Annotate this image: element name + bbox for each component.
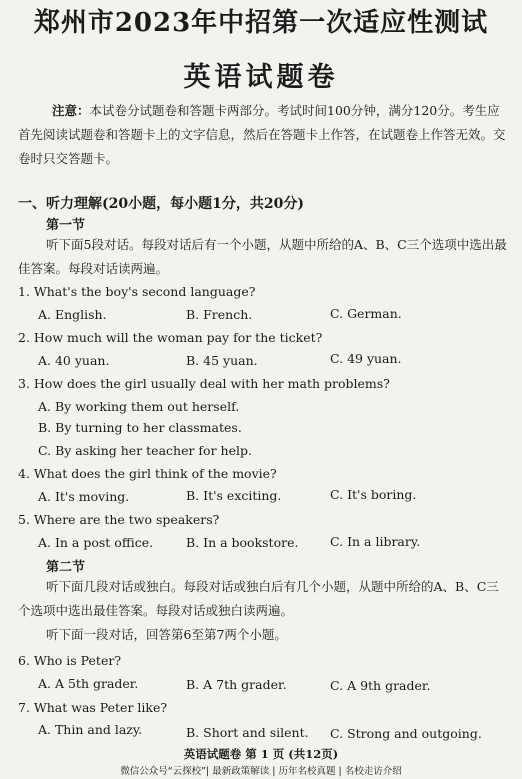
question-stem: 5. Where are the two speakers? bbox=[18, 512, 220, 527]
question-option: A. In a post office. bbox=[38, 535, 154, 550]
question-option: B. Short and silent. bbox=[186, 725, 309, 740]
question-stem: 7. What was Peter like? bbox=[18, 700, 168, 715]
question-option: A. 40 yuan. bbox=[38, 353, 110, 368]
part1-instruction-text: 听下面5段对话。每段对话后有一个小题，从题中所给的A、B、C三个选项中选出最佳答案。每段对话读两遍。 bbox=[18, 237, 507, 276]
question-option: A. English. bbox=[38, 307, 107, 322]
section-heading-listening: 一、听力理解(20小题，每小题1分，共20分) bbox=[18, 196, 304, 212]
question-option: B. In a bookstore. bbox=[186, 535, 299, 550]
question-option: B. French. bbox=[186, 307, 253, 322]
part2-instruction-text: 听下面几段对话或独白。每段对话或独白后有几个小题，从题中所给的A、B、C三个选项中选出最佳答案。每段对话或独白读两遍。 bbox=[18, 579, 499, 618]
page-footer: 英语试题卷 第 1 页 (共12页) bbox=[183, 747, 339, 761]
question-stem: 2. How much will the woman pay for the ticket? bbox=[18, 330, 323, 345]
question-option: A. A 5th grader. bbox=[38, 676, 139, 691]
question-stem: 3. How does the girl usually deal with her math problems? bbox=[18, 376, 390, 391]
question-option: B. It's exciting. bbox=[186, 488, 282, 503]
part2-label: 第二节 bbox=[46, 560, 86, 575]
question-option: A. By working them out herself. bbox=[38, 399, 240, 414]
question-option: C. By asking her teacher for help. bbox=[38, 443, 252, 458]
notice-text: 本试卷分试题卷和答题卡两部分。考试时间100分钟，满分120分。考生应首先阅读试题卷和答题卡上的文字信息，然后在答题卡上作答，在试题卷上作答无效。交卷时只交答题卡。 bbox=[18, 103, 506, 166]
part2-sub-instruction bbox=[18, 623, 508, 647]
part2-instruction bbox=[18, 575, 508, 623]
question-option: C. 49 yuan. bbox=[330, 351, 402, 366]
question-stem: 1. What's the boy's second language? bbox=[18, 284, 256, 299]
question-option: B. By turning to her classmates. bbox=[38, 420, 242, 435]
exam-title: 郑州市2023年中招第一次适应性测试 bbox=[33, 8, 489, 38]
part2-sub-instruction-text: 听下面一段对话，回答第6至第7两个小题。 bbox=[46, 627, 287, 642]
question-option: C. A 9th grader. bbox=[330, 678, 431, 693]
question-option: A. It's moving. bbox=[38, 489, 130, 504]
question-stem: 6. Who is Peter? bbox=[18, 653, 122, 668]
question-option: C. It's boring. bbox=[330, 487, 417, 502]
question-option: C. German. bbox=[330, 306, 402, 321]
question-option: A. Thin and lazy. bbox=[38, 722, 143, 737]
question-option: B. 45 yuan. bbox=[186, 353, 258, 368]
notice-label: 注意： bbox=[52, 103, 90, 118]
wechat-promo-line: 微信公众号“云探校”| 最新政策解读 | 历年名校真题 | 名校走访介绍 bbox=[120, 766, 402, 777]
exam-subtitle: 英语试题卷 bbox=[183, 62, 339, 93]
question-option: C. Strong and outgoing. bbox=[330, 726, 482, 741]
question-option: C. In a library. bbox=[330, 534, 421, 549]
question-stem: 4. What does the girl think of the movie? bbox=[18, 466, 277, 481]
part1-instruction bbox=[18, 233, 508, 281]
part1-label: 第一节 bbox=[46, 218, 86, 233]
question-option: B. A 7th grader. bbox=[186, 677, 287, 692]
exam-notice bbox=[18, 99, 508, 171]
